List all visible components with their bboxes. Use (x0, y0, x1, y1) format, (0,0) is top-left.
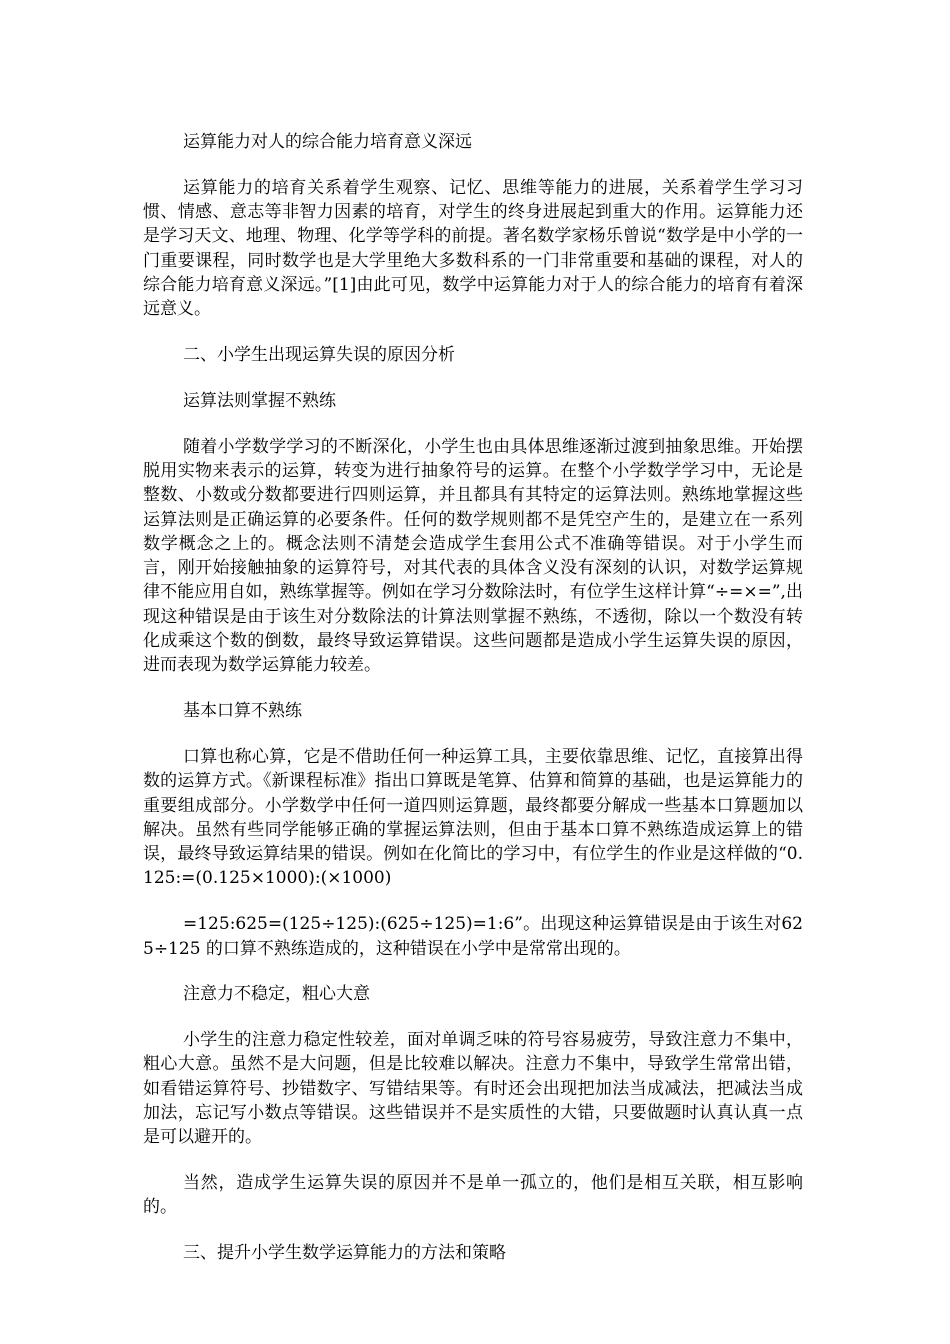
paragraph-significance: 运算能力的培育关系着学生观察、记忆、思维等能力的进展，关系着学生学习习惯、情感、意志等非智力因素的培育，对学生的终身进展起到重大的作用。运算能力还是学习天文、地理、物理、化学等学科的前提。著名数学家杨乐曾说“数学是中小学的一门重要课程，同时数学也是大学里绝大多数科系的一门非常重要和基础的课程，对人的综合能力培育意义深远。”[1]由此可见，数学中运算能力对于人的综合能力的培育有着深远意义。 (143, 177, 803, 320)
paragraph-oral-calc-cont: =125:625=(125÷125):(625÷125)=1:6”。出现这种运算错误是由于该生对625÷125 的口算不熟练造成的，这种错误在小学中是常常出现的。 (143, 914, 803, 959)
subheading-oral-calc: 基本口算不熟练 (183, 701, 302, 722)
section-heading-causes: 二、小学生出现运算失误的原因分析 (183, 345, 455, 366)
paragraph-attention: 小学生的注意力稳定性较差，面对单调乏味的符号容易疲劳，导致注意力不集中，粗心大意。虽然不是大问题，但是比较难以解决。注意力不集中，导致学生常常出错，如看错运算符号、抄错数字、写错结果等。有时还会出现把加法当成减法，把减法当成加法，忘记写小数点等错误。这些错误并不是实质性的大错，只要做题时认真认真一点是可以避开的。 (143, 1030, 803, 1148)
paragraph-oral-calc: 口算也称心算，它是不借助任何一种运算工具，主要依靠思维、记忆，直接算出得数的运算方式。《新课程标准》指出口算既是笔算、估算和简算的基础，也是运算能力的重要组成部分。小学数学中任何一道四则运算题，最终都要分解成一些基本口算题加以解决。虽然有些同学能够正确的掌握运算法则，但由于基本口算不熟练造成运算上的错误，最终导致运算结果的错误。例如在化简比的学习中，有位学生的作业是这样做的“0.125:=(0.125×1000):(×1000) (143, 746, 803, 889)
section-heading-strategies: 三、提升小学生数学运算能力的方法和策略 (183, 1243, 506, 1264)
document-body (143, 130, 803, 1287)
subheading-attention: 注意力不稳定，粗心大意 (183, 984, 370, 1005)
paragraph-summary: 当然，造成学生运算失误的原因并不是单一孤立的，他们是相互关联，相互影响的。 (143, 1173, 803, 1218)
section-heading-significance: 运算能力对人的综合能力培育意义深远 (183, 132, 472, 152)
subheading-rules: 运算法则掌握不熟练 (183, 390, 336, 411)
paragraph-rules: 随着小学数学学习的不断深化，小学生也由具体思维逐渐过渡到抽象思维。开始摆脱用实物来表示的运算，转变为进行抽象符号的运算。在整个小学数学学习中，无论是整数、小数或分数都要进行四则运算，并且都具有其特定的运算法则。熟练地掌握这些运算法则是正确运算的必要条件。任何的数学规则都不是凭空产生的，是建立在一系列数学概念之上的。概念法则不清楚会造成学生套用公式不准确等错误。对于小学生而言，刚开始接触抽象的运算符号，对其代表的具体含义没有深刻的认识，对数学运算规律不能应用自如，熟练掌握等。例如在学习分数除法时，有位学生这样计算“÷=×=”,出现这种错误是由于该生对分数除法的计算法则掌握不熟练，不透彻，除以一个数没有转化成乘这个数的倒数，最终导致运算错误。这些问题都是造成小学生运算失误的原因，进而表现为数学运算能力较差。 (143, 436, 803, 676)
